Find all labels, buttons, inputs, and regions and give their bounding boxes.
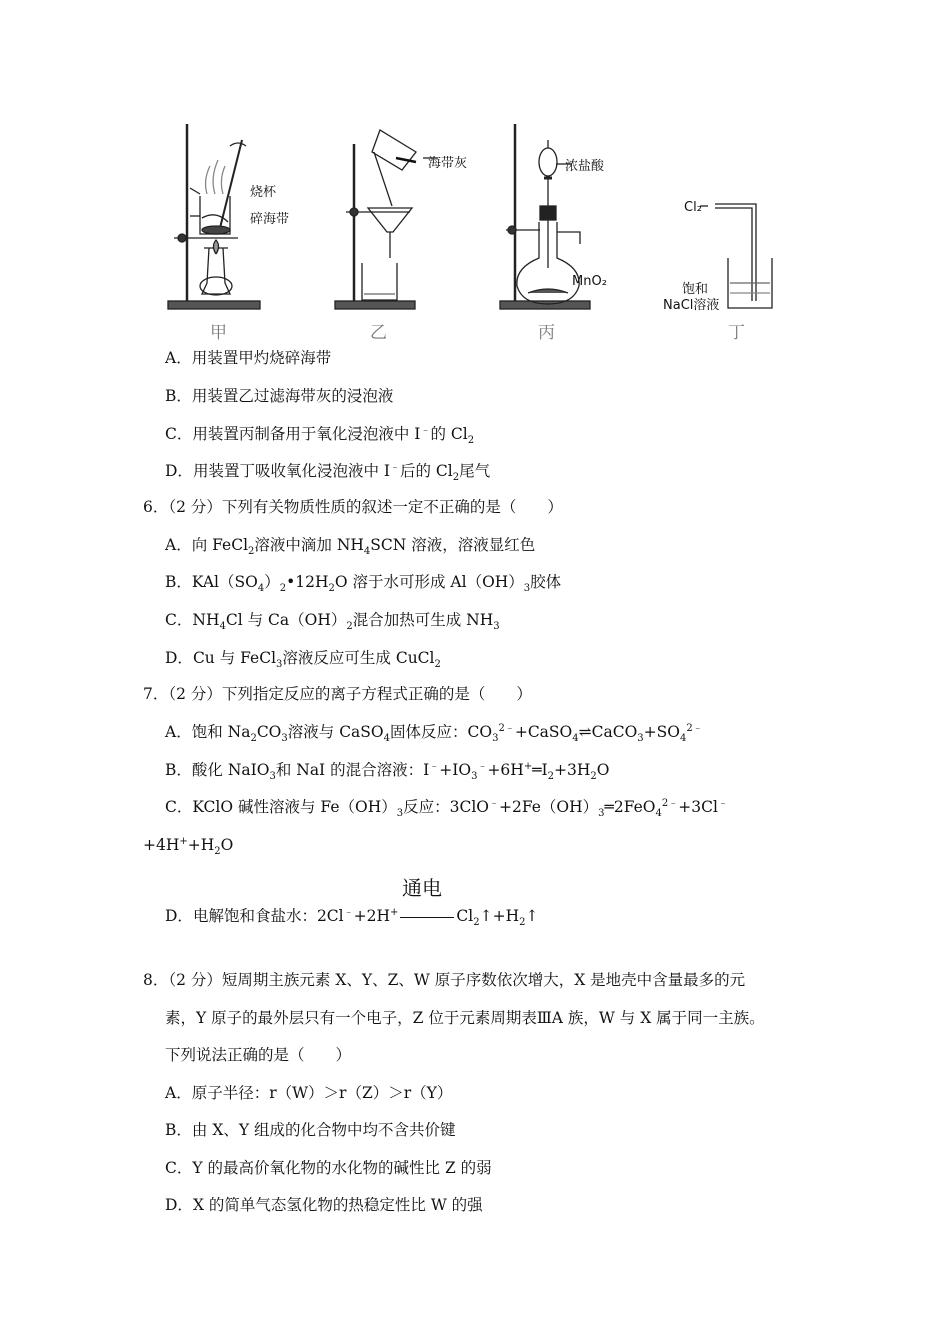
superscript: ﹣ (343, 906, 354, 918)
superscript: ﹣ (429, 760, 440, 772)
superscript: + (179, 835, 188, 847)
q5-option-b (165, 386, 393, 406)
subscript: 2 (473, 917, 480, 929)
option-text: +3Cl (678, 798, 718, 816)
option-text: +SO (643, 723, 680, 741)
subscript: 2 (250, 733, 257, 745)
apparatus-jia (168, 124, 260, 309)
option-letter: B． (165, 573, 192, 591)
superscript: 2﹣ (498, 722, 515, 734)
subscript: 2 (467, 435, 475, 447)
option-letter: D． (165, 649, 193, 667)
subscript: 3 (281, 733, 288, 745)
subscript: 3 (471, 771, 478, 783)
subscript: 3 (276, 659, 283, 671)
subscript: 3 (493, 621, 500, 633)
option-letter: D． (165, 1196, 193, 1214)
apparatus-ding (700, 204, 772, 308)
option-text: 溶液反应可生成 CuCl (282, 649, 435, 667)
option-letter: B． (165, 761, 192, 779)
option-text: 胶体 (530, 573, 562, 591)
q8-stem-line-3: 下列说法正确的是（ ） (165, 1046, 352, 1064)
option-text: O 溶于水可形成 Al（OH） (334, 573, 524, 591)
option-text: ═2FeO (604, 798, 656, 816)
subscript: 3 (598, 808, 605, 820)
label-nacl-solution: NaCl溶液 (663, 298, 720, 313)
superscript: ﹣ (717, 797, 728, 809)
subscript: 3 (269, 771, 276, 783)
q6-option-c (165, 610, 500, 633)
label-seaweed: 碎海带 (250, 212, 290, 227)
option-text: 尾气 (459, 462, 491, 480)
subscript: 4 (383, 733, 390, 745)
superscript: 2﹣ (686, 722, 703, 734)
subscript: 4 (572, 733, 579, 745)
option-letter: A． (165, 536, 192, 554)
option-letter: C． (165, 1159, 193, 1177)
option-text: KClO 碱性溶液与 Fe（OH） (192, 798, 397, 816)
option-text: 向 FeCl (191, 536, 249, 554)
option-text: 用装置丁吸收氧化浸泡液中 I (192, 462, 390, 480)
option-text: 后的 Cl (400, 462, 453, 480)
subscript: 2 (214, 846, 221, 858)
q8-option-a (165, 1083, 452, 1103)
option-letter: B． (165, 387, 192, 405)
option-text: 用装置丙制备用于氧化浸泡液中 I (192, 425, 421, 443)
subscript: 3 (492, 733, 499, 745)
superscript: + (523, 760, 533, 772)
option-text: 的 Cl (430, 425, 468, 443)
q6-option-b (165, 572, 562, 595)
q7-option-c (165, 797, 728, 820)
q6-option-a (165, 535, 536, 558)
option-text: CO (256, 723, 282, 741)
subscript: 2 (590, 771, 597, 783)
superscript: ﹣ (489, 797, 499, 809)
q6-option-d (165, 648, 441, 671)
option-letter: C． (165, 798, 193, 816)
q5-option-d (165, 461, 491, 484)
option-text: 反应：3ClO (403, 798, 489, 816)
caption-yi: 乙 (370, 323, 387, 343)
option-letter: D． (165, 462, 193, 480)
option-text: ↑+H (479, 907, 520, 925)
option-text: 和 NaI 的混合溶液：I (275, 761, 430, 779)
q8-option-c (165, 1158, 492, 1178)
q8-option-d (165, 1195, 483, 1215)
option-text: Y 的最高价氧化物的水化物的碱性比 Z 的弱 (192, 1159, 492, 1177)
option-text: Cu 与 FeCl (192, 649, 277, 667)
subscript: 4 (655, 808, 662, 820)
q7-option-b (165, 760, 610, 783)
option-text: 酸化 NaIO (191, 761, 270, 779)
subscript: 2 (519, 917, 526, 929)
apparatus-yi (335, 130, 438, 309)
subscript: 2 (547, 771, 555, 783)
option-text: 混合加热可生成 NH (352, 611, 494, 629)
subscript: 2 (434, 659, 441, 671)
label-beaker: 烧杯 (250, 185, 277, 200)
q7-stem: 7．（2 分）下列指定反应的离子方程式正确的是（ ） (143, 685, 532, 703)
superscript: ﹣ (390, 461, 400, 473)
option-text: Cl 与 Ca（OH） (225, 611, 347, 629)
caption-bing: 丙 (538, 323, 555, 343)
option-text: 用装置乙过滤海带灰的浸泡液 (191, 387, 394, 405)
superscript: + (390, 906, 399, 918)
option-text: ↑ (525, 907, 539, 925)
option-letter: A． (165, 1084, 192, 1102)
option-text: NH (192, 611, 220, 629)
q7-option-c-continued (143, 835, 234, 858)
subscript: 2 (452, 472, 460, 484)
option-text: 用装置甲灼烧碎海带 (191, 349, 332, 367)
subscript: 4 (679, 733, 687, 745)
option-text: 溶液与 CaSO (287, 723, 384, 741)
q7-option-d (165, 906, 539, 929)
option-text: 电解饱和食盐水：2Cl (192, 907, 344, 925)
q7-option-a (165, 722, 703, 745)
label-conc-hcl: 浓盐酸 (565, 159, 605, 174)
option-text: +6H (487, 761, 524, 779)
option-text: 固体反应：CO (390, 723, 493, 741)
option-text: 饱和 Na (191, 723, 251, 741)
option-letter: D． (165, 907, 193, 925)
subscript: 3 (523, 583, 531, 595)
option-text: +4H (143, 836, 180, 854)
label-cl2: Cl₂ (684, 200, 702, 215)
subscript: 3 (637, 733, 644, 745)
option-text: +3H (554, 761, 591, 779)
option-text: 由 X、Y 组成的化合物中均不含共价键 (191, 1121, 456, 1139)
caption-jia: 甲 (210, 323, 227, 343)
subscript: 2 (248, 546, 255, 558)
caption-ding: 丁 (728, 323, 745, 343)
subscript: 2 (346, 621, 353, 633)
subscript: 2 (279, 583, 287, 595)
label-saturated: 饱和 (682, 282, 709, 297)
superscript: ﹣ (477, 760, 488, 772)
label-seaweed-ash: 海带灰 (428, 156, 468, 171)
option-letter: B． (165, 1121, 192, 1139)
option-text: 溶液中滴加 NH (254, 536, 364, 554)
q5-option-a (165, 348, 331, 368)
option-text: Cl (456, 907, 474, 925)
electrolysis-condition: 通电 (402, 876, 442, 900)
q8-stem-line-1: 8．（2 分）短周期主族元素 X、Y、Z、W 原子序数依次增大，X 是地壳中含量最多的元 (143, 971, 746, 989)
option-text: KAl（SO (191, 573, 258, 591)
subscript: 3 (396, 808, 404, 820)
option-text: +IO (439, 761, 472, 779)
option-text: +CaSO (514, 723, 573, 741)
option-text: 原子半径：r（W）＞r（Z）＞r（Y） (191, 1084, 453, 1102)
subscript: 2 (328, 583, 335, 595)
reaction-arrow (400, 917, 454, 918)
option-text: +2H (353, 907, 390, 925)
option-text: •12H (286, 573, 329, 591)
option-text: ） (264, 573, 280, 591)
subscript: 4 (363, 546, 371, 558)
q8-stem-line-2: 素，Y 原子的最外层只有一个电子，Z 位于元素周期表ⅢA 族，W 与 X 属于同一主族。 (165, 1009, 765, 1027)
q5-option-c (165, 424, 475, 447)
q8-option-b (165, 1120, 456, 1140)
option-text: O (220, 836, 234, 854)
superscript: 2﹣ (661, 797, 679, 809)
option-text: O (596, 761, 610, 779)
superscript: ﹣ (420, 424, 431, 436)
option-text: +H (187, 836, 215, 854)
subscript: 4 (257, 583, 265, 595)
option-letter: C． (165, 611, 193, 629)
option-letter: A． (165, 349, 192, 367)
apparatus-figure (160, 118, 800, 343)
q6-stem: 6．（2 分）下列有关物质性质的叙述一定不正确的是（ ） (143, 498, 563, 516)
option-letter: C． (165, 425, 193, 443)
option-text: SCN 溶液，溶液显红色 (370, 536, 536, 554)
subscript: 4 (219, 621, 226, 633)
label-mno2: MnO₂ (572, 274, 607, 289)
option-text: +2Fe（OH） (499, 798, 599, 816)
option-text: ⇌CaCO (578, 723, 638, 741)
option-letter: A． (165, 723, 192, 741)
option-text: ═I (532, 761, 548, 779)
option-text: X 的简单气态氢化物的热稳定性比 W 的强 (192, 1196, 483, 1214)
